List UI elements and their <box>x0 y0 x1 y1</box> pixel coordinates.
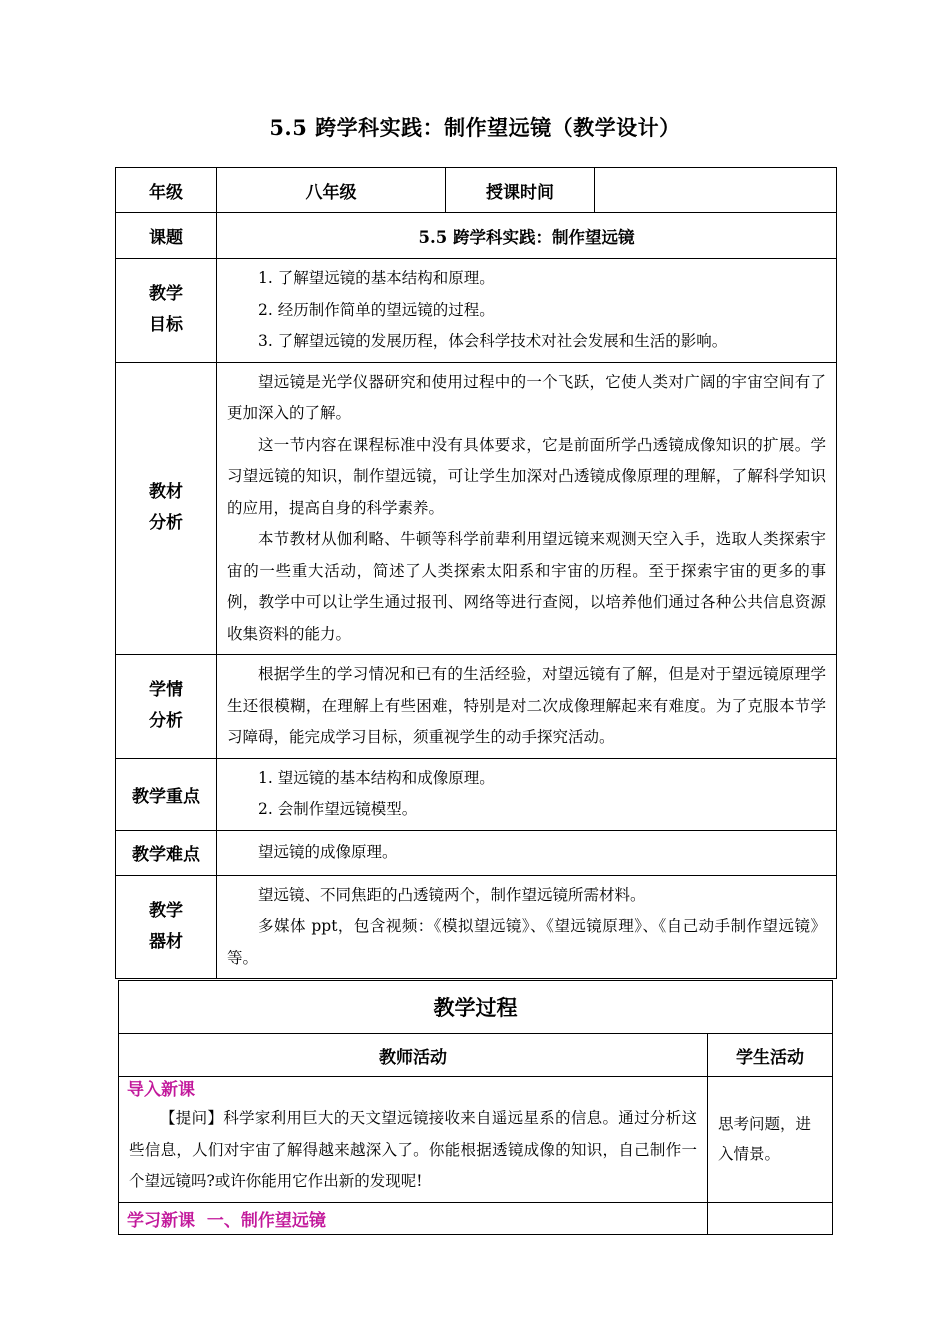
new-lesson-student-cell <box>708 1202 833 1234</box>
intro-section-title: 导入新课 <box>127 1080 195 1100</box>
new-lesson-cell <box>119 1202 708 1234</box>
grade-value: 八年级 <box>217 168 446 213</box>
material-label-line2: 分析 <box>149 513 183 534</box>
lesson-info-table <box>115 167 837 979</box>
goal-item: 3. 了解望远镜的发展历程，体会科学技术对社会发展和生活的影响。 <box>258 332 728 350</box>
equipment-item: 多媒体 ppt，包含视频：《模拟望远镜》、《望远镜原理》、《自己动手制作望远镜》等。 <box>227 917 826 967</box>
key-point-item: 1. 望远镜的基本结构和成像原理。 <box>258 768 495 787</box>
class-time-label: 授课时间 <box>446 168 595 213</box>
equipment-label <box>116 875 217 979</box>
document-title: 5.5 跨学科实践：制作望远镜（教学设计） <box>269 115 681 140</box>
intro-question-text: 【提问】科学家利用巨大的天文望远镜接收来自遥远星系的信息。通过分析这些信息，人们对宇宙了解得越来越深入了。你能根据透镜成像的知识，自己制作一个望远镜吗?或许你能用它作出新的发现呢! <box>129 1109 697 1190</box>
process-title: 教学过程 <box>119 981 833 1034</box>
students-label-line2: 分析 <box>149 711 183 732</box>
intro-teacher-cell <box>119 1077 708 1203</box>
material-paragraph: 本节教材从伽利略、牛顿等科学前辈利用望远镜来观测天空入手，选取人类探索宇宙的一些重大活动，简述了人类探索太阳系和宇宙的历程。至于探索宇宙的更多的事例，教学中可以让学生通过报刊、网络等进行查阅，以培养他们通过各种公共信息资源收集资料的能力。 <box>227 530 826 643</box>
equipment-content <box>217 875 837 979</box>
material-analysis-content <box>217 362 837 655</box>
material-label-line1: 教材 <box>149 482 183 503</box>
class-time-value <box>595 168 837 213</box>
difficult-point-item: 望远镜的成像原理。 <box>258 842 398 861</box>
goals-label-line2: 目标 <box>149 315 183 336</box>
key-point-item: 2. 会制作望远镜模型。 <box>258 800 418 818</box>
key-points-label: 教学重点 <box>116 758 217 830</box>
difficult-points-label: 教学难点 <box>116 830 217 875</box>
material-paragraph: 这一节内容在课程标准中没有具体要求，它是前面所学凸透镜成像知识的扩展。学习望远镜的知识，制作望远镜，可让学生加深对凸透镜成像原理的理解，了解科学知识的应用，提高自身的科学素养。 <box>227 435 826 517</box>
goal-item: 1. 了解望远镜的基本结构和原理。 <box>258 269 495 287</box>
topic-label: 课题 <box>116 213 217 259</box>
teaching-process-table <box>118 980 833 1235</box>
equipment-label-line2: 器材 <box>149 931 183 952</box>
new-lesson-section-title: 学习新课 一、制作望远镜 <box>127 1210 326 1231</box>
student-analysis-content <box>217 655 837 759</box>
goals-content <box>217 259 837 363</box>
difficult-points-content <box>217 830 837 875</box>
grade-label: 年级 <box>116 168 217 213</box>
student-analysis-label <box>116 655 217 759</box>
students-label-line1: 学情 <box>149 680 183 701</box>
student-activity-header: 学生活动 <box>708 1034 833 1077</box>
topic-value: 5.5 跨学科实践：制作望远镜 <box>217 213 837 259</box>
intro-student-cell: 思考问题，进入情景。 <box>708 1077 833 1203</box>
teacher-activity-header: 教师活动 <box>119 1034 708 1077</box>
goal-item: 2. 经历制作简单的望远镜的过程。 <box>258 300 495 319</box>
students-paragraph: 根据学生的学习情况和已有的生活经验，对望远镜有了解，但是对于望远镜原理学生还很模糊，在理解上有些困难，特别是对二次成像理解起来有难度。为了克服本节学习障碍，能完成学习目标，须重视学生的动手探究活动。 <box>227 665 826 746</box>
equipment-label-line1: 教学 <box>149 900 183 921</box>
material-paragraph: 望远镜是光学仪器研究和使用过程中的一个飞跃，它使人类对广阔的宇宙空间有了更加深入的了解。 <box>227 372 826 422</box>
goals-label-line1: 教学 <box>149 284 183 305</box>
key-points-content <box>217 758 837 830</box>
material-analysis-label <box>116 362 217 655</box>
goals-label <box>116 259 217 363</box>
equipment-item: 望远镜、不同焦距的凸透镜两个，制作望远镜所需材料。 <box>258 885 646 904</box>
